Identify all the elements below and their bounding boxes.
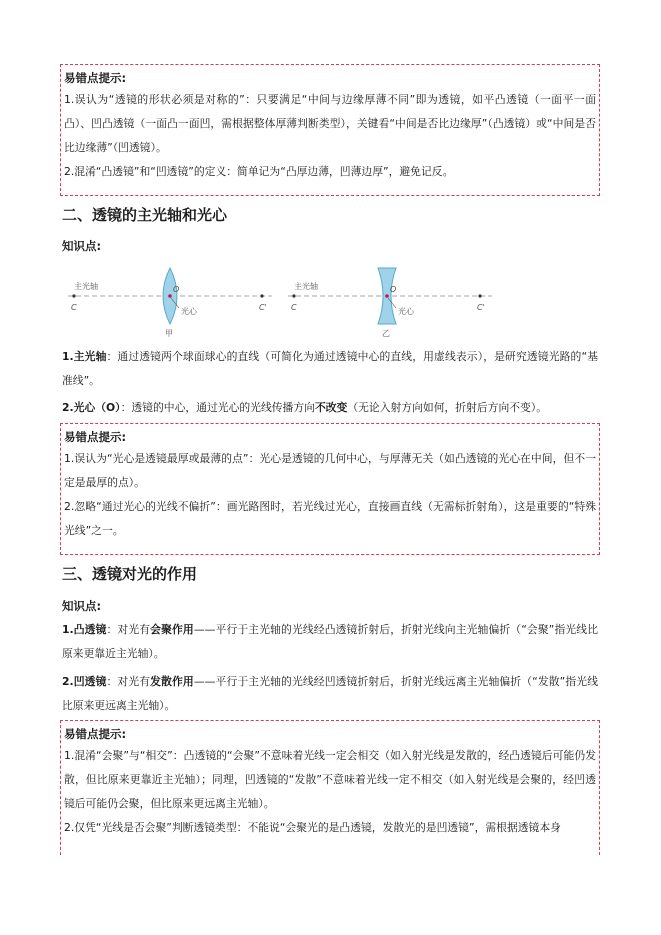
emphasis: 会聚作用 <box>150 623 194 636</box>
point-c-label: C <box>291 303 297 312</box>
tip-item: 1.误认为“透镜的形状必须是对称的”：只要满足“中间与边缘厚薄不同”即为透镜，如平凸透镜（一面平一面凸）、凹凸透镜（一面凸一面凹，需根据整体厚薄判断类型），关键看“中间是否比边缘厚”（凸透镜）或“中间是否比边缘薄”（凹透镜）。 <box>64 93 596 154</box>
term: 2.光心（O） <box>62 401 121 414</box>
optical-center-label: 光心 <box>181 307 197 316</box>
knowledge-label: 知识点: <box>62 239 102 253</box>
term: 1.主光轴 <box>62 350 107 363</box>
tip-item: 2.忽略“通过光心的光线不偏折”：画光路图时，若光线过光心，直接画直线（无需标折射角），这是重要的“特殊光线”之一。 <box>64 500 596 537</box>
point-c-prime-dot <box>478 294 481 297</box>
tip-item: 1.混淆“会聚”与“相交”：凸透镜的“会聚”不意味着光线一定会相交（如入射光线是发散的，经凸透镜后可能仍发散，但比原来更靠近主光轴）；同理，凹透镜的“发散”不意味着光线一定不相交（如入射光线是会聚的，经凹透镜后可能仍会聚，但比原来更远离主光轴）。 <box>64 749 596 810</box>
point-c-prime-label: C' <box>259 303 267 312</box>
knowledge-item-concave: 2.凹透镜：对光有发散作用——平行于主光轴的光线经凹透镜折射后，折射光线远离主光轴偏折（“发散”指光线比原来更远离主光轴）。 <box>62 675 599 712</box>
point-c-prime-label: C' <box>477 303 485 312</box>
tip-item: 2.混淆“凸透镜”和“凹透镜”的定义：简单记为“凸厚边薄，凹薄边厚”，避免记反。 <box>64 165 454 178</box>
tip-item: 1.误认为“光心是透镜最厚或最薄的点”：光心是透镜的几何中心，与厚薄无关（如凸透镜的光心在中间，但不一定是最厚的点）。 <box>64 452 596 489</box>
optical-center-label: 光心 <box>398 307 414 316</box>
tip-item: 2.仅凭“光线是否会聚”判断透镜类型：不能说“会聚光的是凸透镜，发散光的是凹透镜”，需根据透镜本身 <box>64 821 561 834</box>
optical-center-dot <box>168 294 172 298</box>
point-o-label: O <box>390 285 397 294</box>
point-c-prime-dot <box>260 294 263 297</box>
error-tips-box-2 <box>60 423 600 555</box>
point-c-label: C <box>71 303 77 312</box>
axis-label: 主光轴 <box>74 282 98 291</box>
point-o-label: O <box>173 285 180 294</box>
axis-label: 主光轴 <box>294 282 318 291</box>
caption-a: 甲 <box>165 329 173 338</box>
emphasis: 不改变 <box>314 401 348 414</box>
box-title: 易错点提示: <box>64 727 127 741</box>
section-heading: 二、透镜的主光轴和光心 <box>62 206 228 224</box>
knowledge-item-convex: 1.凸透镜：对光有会聚作用——平行于主光轴的光线经凸透镜折射后，折射光线向主光轴偏折（“会聚”指光线比原来更靠近主光轴）。 <box>62 623 599 660</box>
box-title: 易错点提示: <box>64 71 127 85</box>
caption-b: 乙 <box>382 329 390 338</box>
error-tips-box-3 <box>60 720 600 855</box>
section-heading: 三、透镜对光的作用 <box>62 565 198 583</box>
term: 2.凹透镜 <box>62 675 107 688</box>
error-tips-box-1 <box>60 64 600 196</box>
knowledge-item-principal-axis: 1.主光轴：通过透镜两个球面球心的直线（可简化为通过透镜中心的直线，用虚线表示），是研究透镜光路的“基准线”。 <box>62 350 598 387</box>
box-title: 易错点提示: <box>64 430 127 444</box>
lens-axis-diagram <box>60 262 500 342</box>
term: 1.凸透镜 <box>62 623 107 636</box>
knowledge-label: 知识点: <box>62 599 102 613</box>
knowledge-item-optical-center: 2.光心（O）：透镜的中心，通过光心的光线传播方向不改变（无论入射方向如何，折射后方向不变）。 <box>62 401 548 414</box>
emphasis: 发散作用 <box>150 675 194 688</box>
optical-center-dot <box>385 294 389 298</box>
point-c-dot <box>292 294 295 297</box>
point-c-dot <box>72 294 75 297</box>
